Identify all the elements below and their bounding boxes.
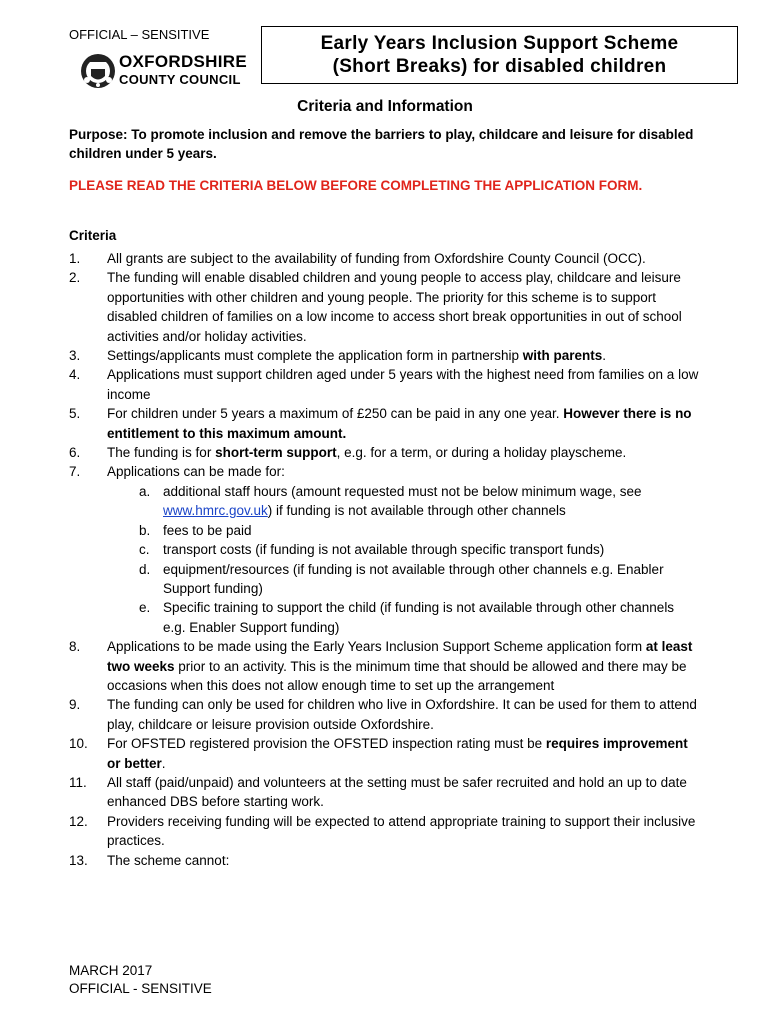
item-text: Applications must support children aged under 5 years with the highest need from families on a low income <box>107 367 699 402</box>
section-subheading: Criteria and Information <box>297 98 473 115</box>
purpose-statement: Purpose: To promote inclusion and remove the barriers to play, childcare and leisure for disabled children under 5 years. <box>69 127 694 161</box>
item-text: The scheme cannot: <box>107 852 230 868</box>
item-emphasis: at least two weeks <box>107 639 693 674</box>
security-marking: OFFICIAL – SENSITIVE <box>69 27 210 42</box>
item-text: Applications to be made using the Early Years Inclusion Support Scheme application form <box>107 639 646 655</box>
crest-icon <box>79 50 117 90</box>
item-number: 9. <box>69 697 81 713</box>
item-text: The funding can only be used for children who live in Oxfordshire. It can be used for them to attend play, childcare or leisure provision outside Oxfordshire. <box>107 697 697 732</box>
item-text: Providers receiving funding will be expected to attend appropriate training to support their inclusive practices. <box>107 813 696 849</box>
sub-item-b <box>107 521 699 540</box>
criteria-item-6 <box>69 443 699 462</box>
sub-item-letter: e. <box>139 600 151 616</box>
sub-item-text: additional staff hours (amount requested must not be below minimum wage, see <box>163 483 642 499</box>
item-text-end: prior to an activity. This is the minimum time that should be allowed and there may be occasions when this does not allow enough time to set up the arrangement <box>107 658 687 693</box>
item-number: 2. <box>69 270 81 286</box>
footer-date: MARCH 2017 <box>69 963 153 978</box>
item-text: For children under 5 years a maximum of £250 can be paid in any one year. <box>107 406 564 422</box>
criteria-item-13 <box>69 851 699 870</box>
criteria-item-12 <box>69 812 699 851</box>
applications-sub-list <box>107 482 699 637</box>
logo-text-line1: OXFORDSHIRE <box>119 52 247 71</box>
criteria-heading: Criteria <box>69 228 117 243</box>
item-text: The funding is for <box>107 445 216 461</box>
item-number: 8. <box>69 639 81 655</box>
item-number: 4. <box>69 367 81 383</box>
criteria-item-3 <box>69 346 699 365</box>
item-emphasis: with parents <box>522 348 603 364</box>
sub-item-text: equipment/resources (if funding is not available through other channels e.g. Enabler Support funding) <box>163 561 664 596</box>
item-text: All staff (paid/unpaid) and volunteers at the setting must be safer recruited and hold an up to date enhanced DBS before starting work. <box>107 774 687 810</box>
item-text-end: . <box>161 755 166 771</box>
sub-item-text-end: ) if funding is not available through other channels <box>267 503 566 519</box>
criteria-item-8 <box>69 637 699 695</box>
item-number: 10. <box>69 736 88 752</box>
item-number: 5. <box>69 406 81 422</box>
item-number: 11. <box>69 774 87 790</box>
sub-item-text: transport costs (if funding is not available through specific transport funds) <box>163 542 605 558</box>
sub-item-letter: c. <box>139 542 150 558</box>
item-text-end: . <box>602 348 606 364</box>
item-emphasis: requires improvement or better <box>107 736 688 771</box>
item-text-end: , e.g. for a term, or during a holiday playscheme. <box>336 445 627 461</box>
council-logo <box>79 50 264 94</box>
item-text: All grants are subject to the availability of funding from Oxfordshire County Council (OCC). <box>107 251 646 266</box>
criteria-item-7 <box>69 462 699 637</box>
sub-item-text: fees to be paid <box>163 522 252 538</box>
item-number: 7. <box>69 464 81 480</box>
item-emphasis: short-term support <box>215 445 337 461</box>
title-line-1: Early Years Inclusion Support Scheme <box>320 33 679 54</box>
sub-item-c <box>107 540 699 559</box>
item-number: 13. <box>69 852 88 868</box>
item-text: For OFSTED registered provision the OFSTED inspection rating must be <box>107 736 546 752</box>
item-number: 1. <box>69 251 81 266</box>
criteria-item-9 <box>69 695 699 734</box>
sub-item-d <box>107 560 699 599</box>
logo-text-line2: COUNTY COUNCIL <box>119 72 241 87</box>
item-emphasis: However there is no entitlement to this maximum amount. <box>107 406 692 441</box>
criteria-list <box>69 249 699 870</box>
title-line-2: (Short Breaks) for disabled children <box>332 56 667 77</box>
item-number: 12. <box>69 813 88 829</box>
item-number: 6. <box>69 445 81 461</box>
item-number: 3. <box>69 348 81 364</box>
hmrc-link[interactable]: www.hmrc.gov.uk <box>163 503 268 519</box>
sub-item-letter: b. <box>139 522 151 538</box>
sub-item-e <box>107 598 699 637</box>
item-text: Applications can be made for: <box>107 464 285 480</box>
criteria-item-10 <box>69 734 699 773</box>
sub-item-letter: a. <box>139 483 151 499</box>
criteria-item-11 <box>69 773 699 812</box>
sub-item-a <box>107 482 699 521</box>
criteria-item-1 <box>69 249 699 268</box>
document-title-box <box>261 26 738 84</box>
item-text: Settings/applicants must complete the application form in partnership <box>107 348 523 364</box>
item-text: The funding will enable disabled children and young people to access play, childcare and leisure opportunities with other children and young people. The priority for this scheme is to support disabled children of families on a low income to access short break opportunities in out of school activities and/or holiday activities. <box>107 270 682 344</box>
criteria-item-2 <box>69 268 699 346</box>
warning-notice: PLEASE READ THE CRITERIA BELOW BEFORE COMPLETING THE APPLICATION FORM. <box>69 178 643 193</box>
sub-item-text: Specific training to support the child (if funding is not available through other channels e.g. Enabler Support funding) <box>163 600 675 635</box>
criteria-item-5 <box>69 404 699 443</box>
sub-item-letter: d. <box>139 561 151 577</box>
criteria-item-4 <box>69 365 699 404</box>
footer-security-marking: OFFICIAL - SENSITIVE <box>69 981 212 996</box>
